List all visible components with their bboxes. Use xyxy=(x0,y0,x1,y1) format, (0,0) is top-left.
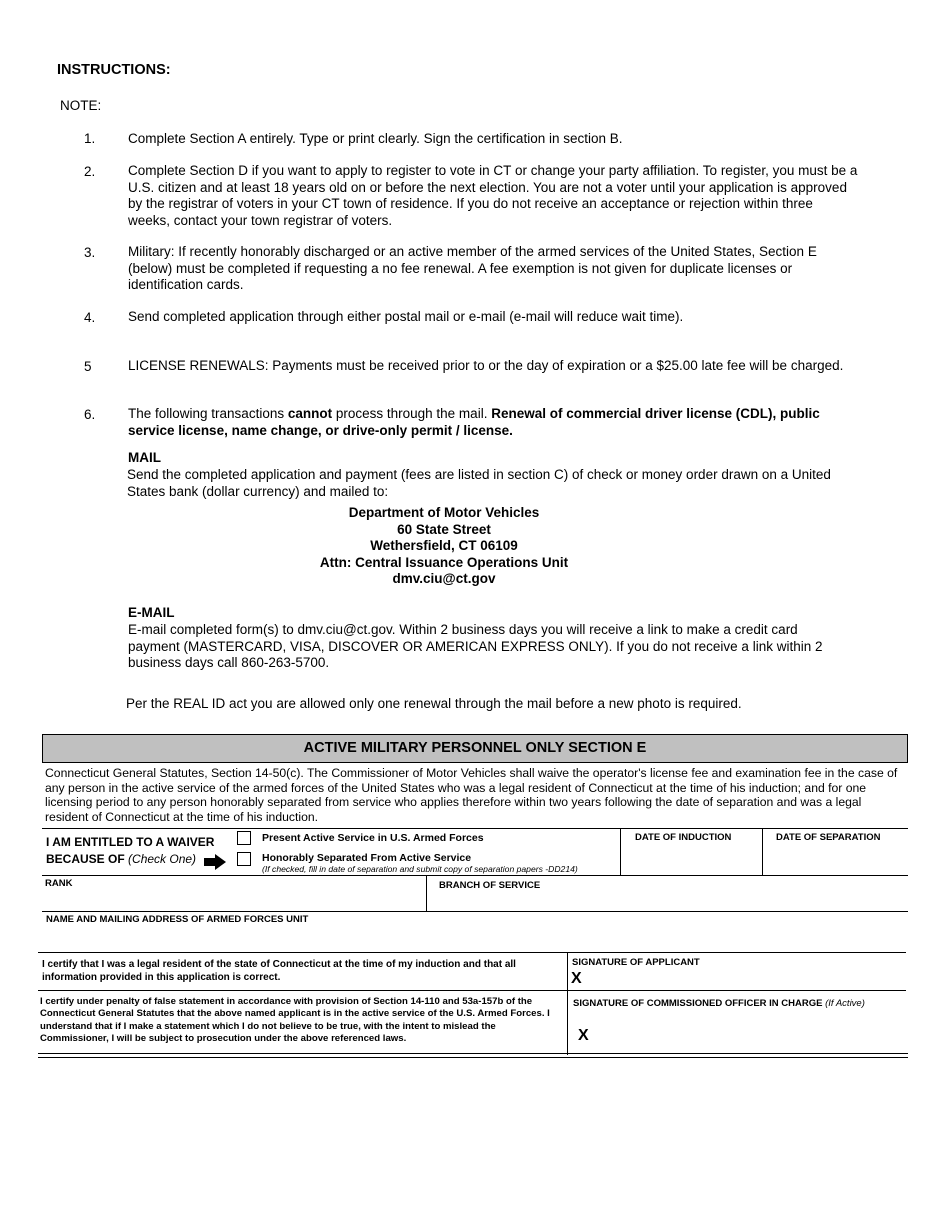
unit-address-field[interactable] xyxy=(44,926,906,952)
item-number: 3. xyxy=(84,245,96,260)
signature-officer-label xyxy=(573,998,865,1009)
arrow-right-icon xyxy=(204,854,226,870)
option-active-label: Present Active Service in U.S. Armed Forces xyxy=(262,832,484,844)
instruction-item-5: LICENSE RENEWALS: Payments must be received prior to or the day of expiration or a $25.00 late fee will be charged. xyxy=(128,358,844,373)
waiver-label-line2 xyxy=(46,852,196,866)
instruction-item-2: Complete Section D if you want to apply to register to vote in CT or change your party affiliation. To register, you must be a U.S. citizen and at least 18 years old on or before the next election. You are not a voter until your application is approved by the registrar of voters in your CT town of residence. If you do not receive an acceptance or rejection within three weeks, contact your town registrar of voters. xyxy=(128,163,858,228)
residency-certification: I certify that I was a legal resident of the state of Connecticut at the time of my induction and that all information provided in this application is correct. xyxy=(42,959,516,983)
address-line: Attn: Central Issuance Operations Unit xyxy=(319,554,569,570)
divider xyxy=(42,911,908,912)
checkbox-active-service[interactable] xyxy=(237,831,251,845)
divider xyxy=(38,990,906,991)
item-6-emphasis: cannot xyxy=(287,406,333,421)
date-induction-label: DATE OF INDUCTION xyxy=(635,832,732,843)
rank-label: RANK xyxy=(45,878,73,889)
mail-heading: MAIL xyxy=(128,450,161,465)
option-separated-label: Honorably Separated From Active Service xyxy=(262,852,472,864)
mailing-address xyxy=(244,505,644,588)
real-id-note: Per the REAL ID act you are allowed only one renewal through the mail before a new photo is required. xyxy=(126,696,742,711)
divider xyxy=(42,828,908,829)
unit-address-label: NAME AND MAILING ADDRESS OF ARMED FORCES UNIT xyxy=(46,914,309,925)
option-separated-note: (If checked, fill in date of separation and submit copy of separation papers -DD214) xyxy=(262,864,578,874)
check-one-hint: (Check One) xyxy=(128,852,197,866)
signature-officer-note: (If Active) xyxy=(825,998,865,1009)
divider xyxy=(567,952,568,1055)
signature-x-mark: X xyxy=(571,970,582,987)
signature-x-mark: X xyxy=(578,1027,589,1044)
address-line: Department of Motor Vehicles xyxy=(348,505,540,520)
item-6-text-cont: process through the mail. xyxy=(332,406,492,421)
branch-field[interactable] xyxy=(430,892,906,910)
divider xyxy=(38,1057,908,1058)
divider xyxy=(426,875,427,912)
instructions-title: INSTRUCTIONS: xyxy=(57,62,171,78)
signature-applicant-label: SIGNATURE OF APPLICANT xyxy=(572,957,700,968)
date-separation-label: DATE OF SEPARATION xyxy=(776,832,881,843)
mail-text: Send the completed application and payment (fees are listed in section C) of check or money order drawn on a United States bank (dollar currency) and mailed to: xyxy=(127,467,831,499)
instruction-item-1: Complete Section A entirely. Type or print clearly. Sign the certification in section B. xyxy=(128,131,623,146)
section-e-header: ACTIVE MILITARY PERSONNEL ONLY SECTION E xyxy=(42,734,908,763)
address-email: dmv.ciu@ct.gov xyxy=(392,571,496,586)
divider xyxy=(38,1053,908,1054)
address-line: 60 State Street xyxy=(397,521,491,537)
email-text: E-mail completed form(s) to dmv.ciu@ct.gov. Within 2 business days you will receive a link to make a credit card payment (MASTERCARD, VISA, DISCOVER OR AMERICAN EXPRESS ONLY). If you do not receive a link within 2 business days call 860-263-5700. xyxy=(128,622,823,670)
signature-officer-label-text: SIGNATURE OF COMMISSIONED OFFICER IN CHARGE xyxy=(573,998,823,1009)
divider xyxy=(762,828,763,876)
waiver-because-of: BECAUSE OF xyxy=(46,852,125,866)
item-number: 5 xyxy=(84,359,92,374)
instruction-item-3: Military: If recently honorably discharged or an active member of the armed services of the United States, Section E (below) must be completed if requesting a no fee renewal. A fee exemption is not given for duplicate licenses or identification cards. xyxy=(128,244,817,292)
waiver-label-line1: I AM ENTITLED TO A WAIVER xyxy=(46,835,215,849)
item-number: 2. xyxy=(84,164,96,179)
statute-text: Connecticut General Statutes, Section 14-50(c). The Commissioner of Motor Vehicles shall waive the operator's license fee and examination fee in the case of any person in the active service of the armed forces of the United States who was a legal resident of Connecticut at the time of his induction; and for one licensing period to any person honorably separated from service who applies therefore within two years following the date of separation and was a legal resident of Connecticut at the time of his induction. xyxy=(45,766,898,824)
checkbox-honorably-separated[interactable] xyxy=(237,852,251,866)
address-line: Wethersfield, CT 06109 xyxy=(370,538,518,553)
item-number: 1. xyxy=(84,131,96,146)
item-number: 6. xyxy=(84,407,96,422)
divider xyxy=(620,828,621,876)
instruction-item-4: Send completed application through either postal mail or e-mail (e-mail will reduce wait time). xyxy=(128,309,684,324)
email-heading: E-MAIL xyxy=(128,605,175,620)
date-separation-field[interactable] xyxy=(764,846,906,874)
instruction-item-6 xyxy=(128,406,858,439)
rank-field[interactable] xyxy=(44,890,424,910)
officer-certification: I certify under penalty of false statement in accordance with provision of Section 14-110 and 53a-157b of the Connecticut General Statutes that the above named applicant is in the active service of the U.S. Armed Forces. I understand that if I make a statement which I do not believe to be true, with the intent to mislead the Commissioner, I will be subject to prosecution under the above referenced laws. xyxy=(40,996,550,1045)
signature-officer-field[interactable] xyxy=(596,1020,904,1048)
item-number: 4. xyxy=(84,310,96,325)
branch-label: BRANCH OF SERVICE xyxy=(439,880,541,891)
divider xyxy=(42,875,908,876)
date-induction-field[interactable] xyxy=(622,846,760,874)
signature-applicant-field[interactable] xyxy=(588,968,904,988)
divider xyxy=(38,952,906,953)
item-6-text: The following transactions xyxy=(128,406,288,421)
note-label: NOTE: xyxy=(60,98,102,113)
item-6-restricted-list: Renewal of commercial driver license (CDL), public service license, name change, or drive-only permit / license. xyxy=(128,406,820,438)
